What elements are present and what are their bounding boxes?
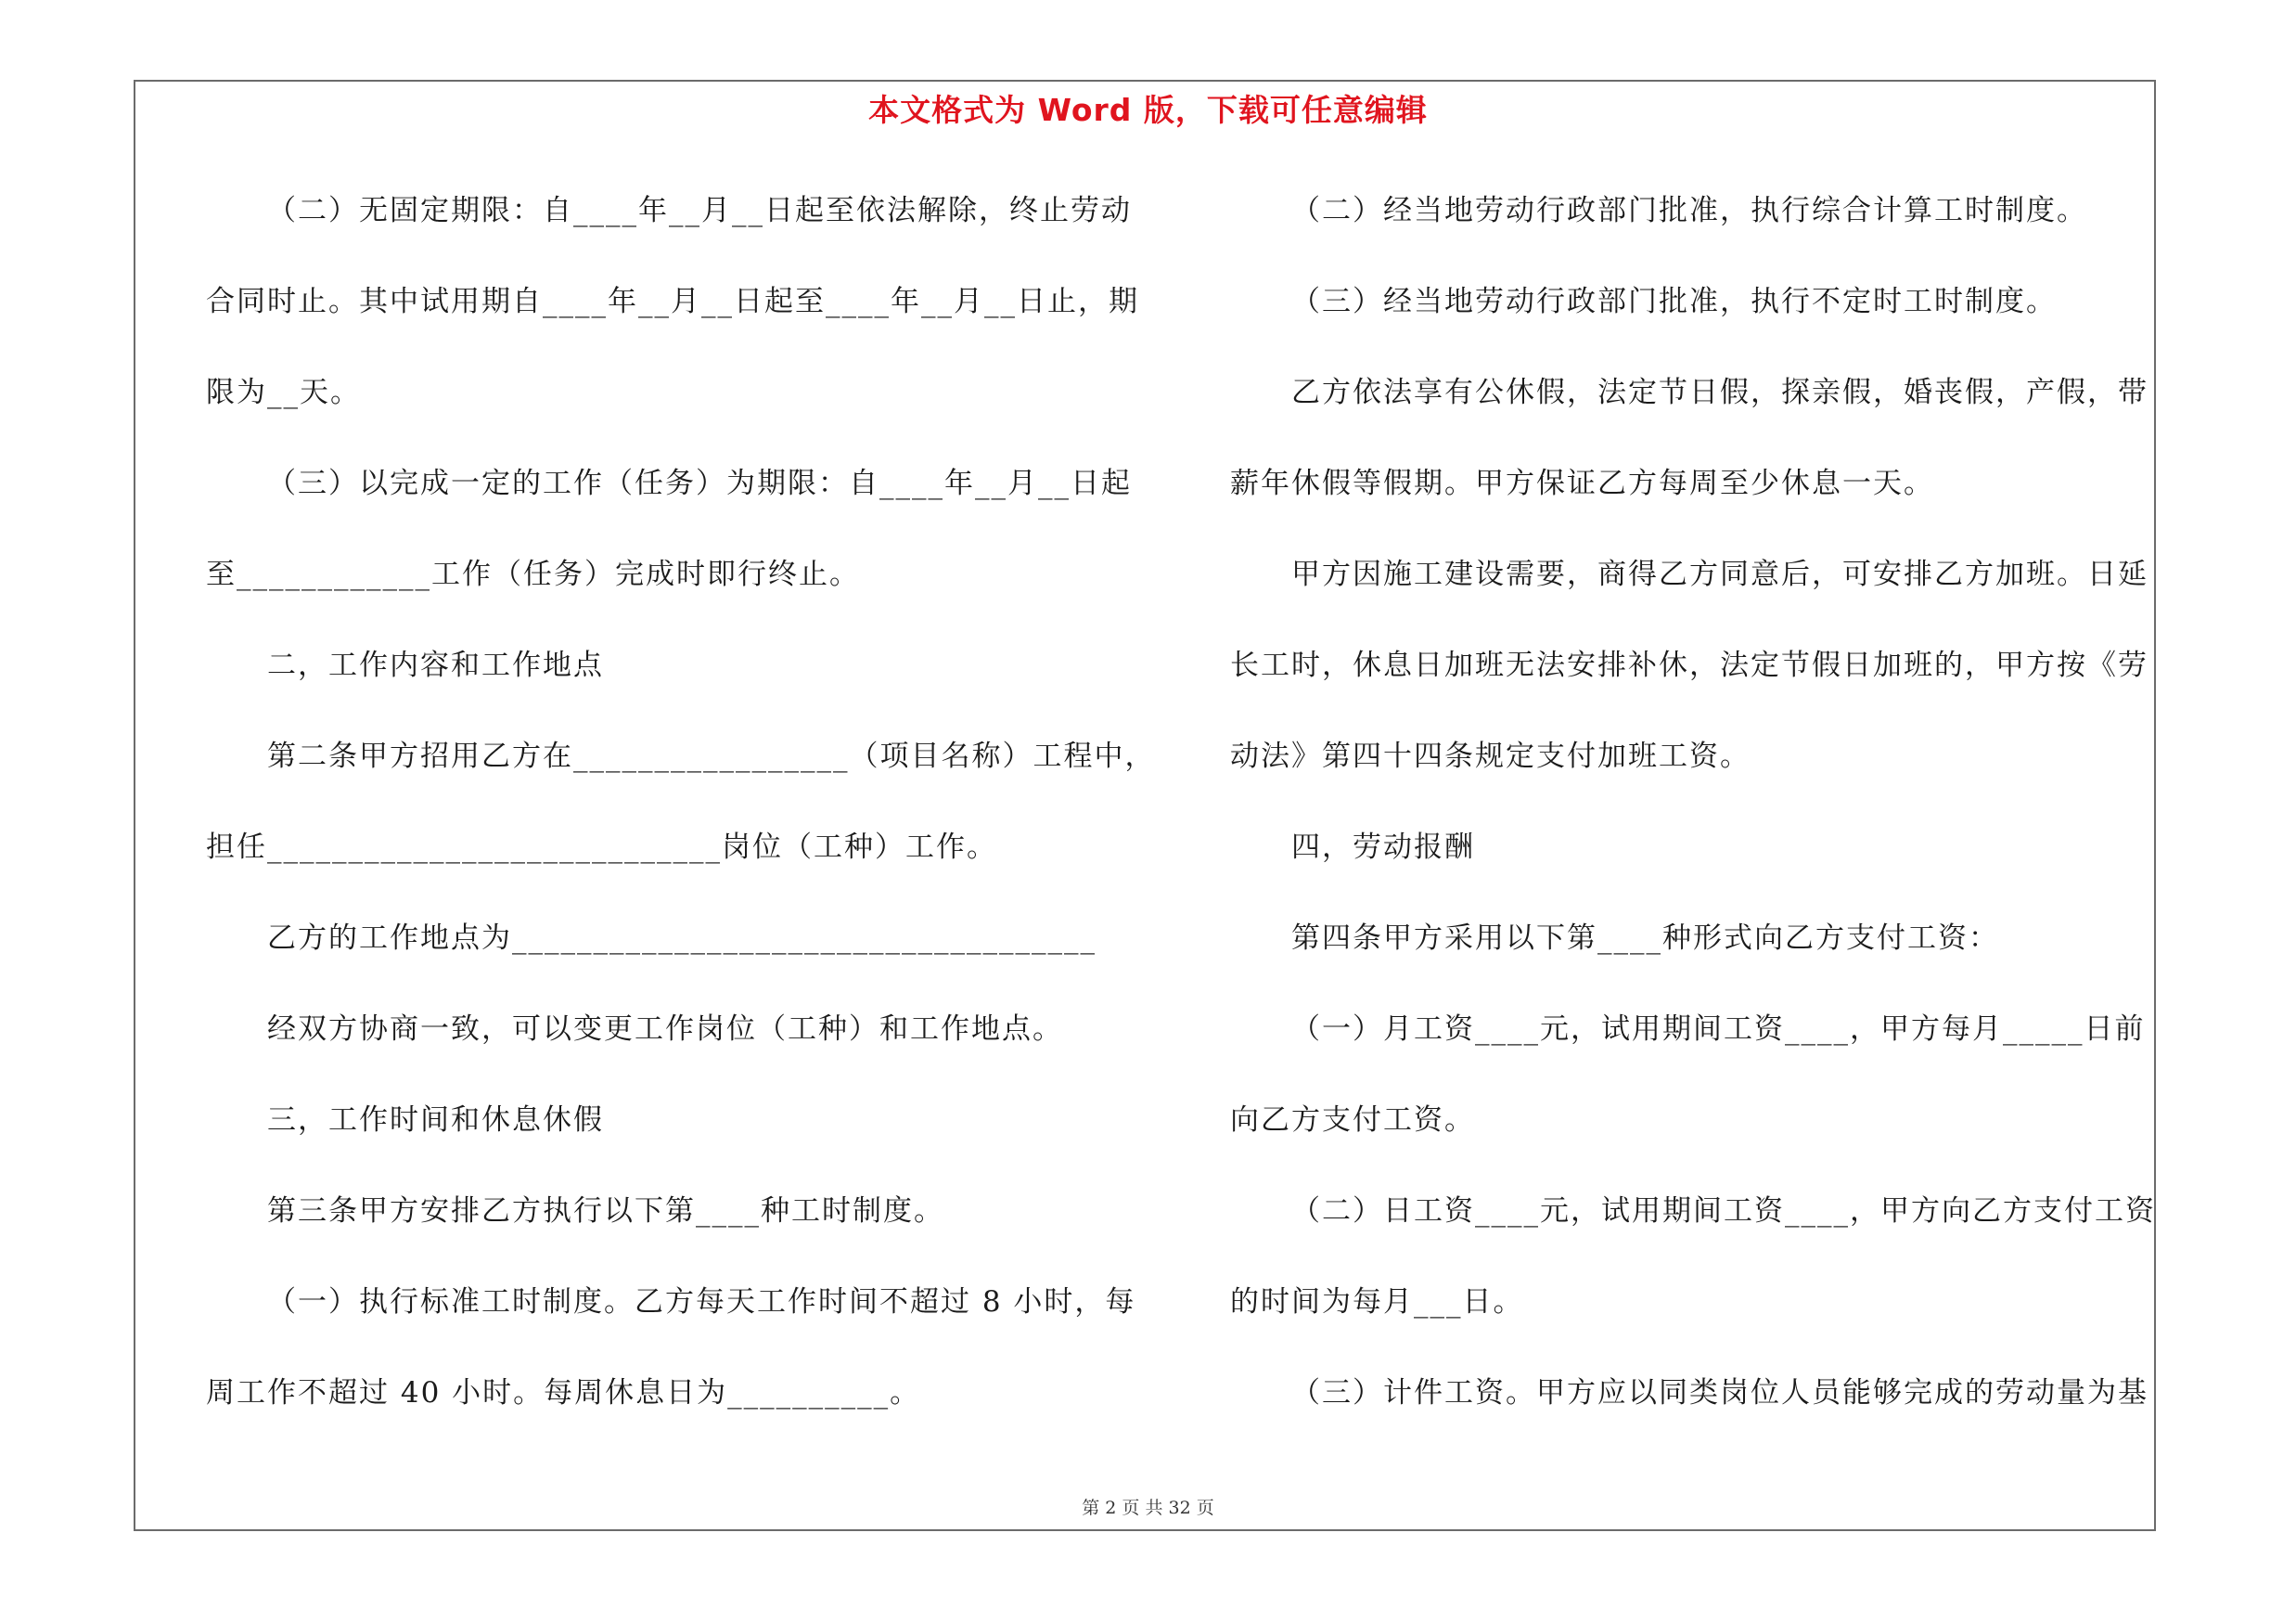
text-line: （三）计件工资。甲方应以同类岗位人员能够完成的劳动量为基 bbox=[1291, 1376, 2148, 1410]
text-line: （二）经当地劳动行政部门批准，执行综合计算工时制度。 bbox=[1291, 194, 2087, 227]
text-line: 合同时止。其中试用期自____年__月__日起至____年__月__日止，期 bbox=[206, 285, 1139, 318]
word-format-banner: 本文格式为 Word 版，下载可任意编辑 bbox=[868, 92, 1428, 128]
text-line: 限为__天。 bbox=[206, 376, 361, 409]
text-line: 经双方协商一致，可以变更工作岗位（工种）和工作地点。 bbox=[267, 1012, 1063, 1046]
text-line: （二）日工资____元，试用期间工资____，甲方向乙方支付工资 bbox=[1291, 1194, 2156, 1228]
text-line: （二）无固定期限：自____年__月__日起至依法解除，终止劳动 bbox=[267, 194, 1132, 227]
text-line: 的时间为每月___日。 bbox=[1230, 1285, 1524, 1319]
text-line: 至____________工作（任务）完成时即行终止。 bbox=[206, 558, 860, 591]
text-line: （一）月工资____元，试用期间工资____，甲方每月_____日前 bbox=[1291, 1012, 2146, 1046]
right-column bbox=[1230, 186, 2156, 1459]
text-line: 二，工作内容和工作地点 bbox=[267, 649, 604, 682]
text-line: 薪年休假等假期。甲方保证乙方每周至少休息一天。 bbox=[1230, 467, 1934, 500]
text-line: 乙方的工作地点为____________________________________ bbox=[267, 921, 1097, 955]
text-line: 周工作不超过 40 小时。每周休息日为__________。 bbox=[206, 1376, 921, 1410]
text-line: （三）以完成一定的工作（任务）为期限：自____年__月__日起 bbox=[267, 467, 1132, 500]
text-line: （三）经当地劳动行政部门批准，执行不定时工时制度。 bbox=[1291, 285, 2057, 318]
text-line: 第四条甲方采用以下第____种形式向乙方支付工资： bbox=[1291, 921, 1999, 955]
text-line: （一）执行标准工时制度。乙方每天工作时间不超过 8 小时，每 bbox=[267, 1285, 1136, 1319]
text-line: 甲方因施工建设需要，商得乙方同意后，可安排乙方加班。日延 bbox=[1291, 558, 2148, 591]
text-line: 向乙方支付工资。 bbox=[1230, 1103, 1475, 1137]
text-line: 乙方依法享有公休假，法定节日假，探亲假，婚丧假，产假，带 bbox=[1291, 376, 2148, 409]
text-line: 第三条甲方安排乙方执行以下第____种工时制度。 bbox=[267, 1194, 944, 1228]
text-line: 第二条甲方招用乙方在_________________（项目名称）工程中， bbox=[267, 740, 1156, 773]
text-line: 长工时，休息日加班无法安排补休，法定节假日加班的，甲方按《劳 bbox=[1230, 649, 2148, 682]
page-number-footer: 第 2 页 共 32 页 bbox=[1082, 1498, 1214, 1518]
text-line: 担任____________________________岗位（工种）工作。 bbox=[206, 831, 997, 864]
left-column bbox=[206, 186, 1156, 1459]
text-line: 三，工作时间和休息休假 bbox=[267, 1103, 604, 1137]
text-line: 动法》第四十四条规定支付加班工资。 bbox=[1230, 740, 1751, 773]
text-line: 四，劳动报酬 bbox=[1291, 831, 1475, 864]
